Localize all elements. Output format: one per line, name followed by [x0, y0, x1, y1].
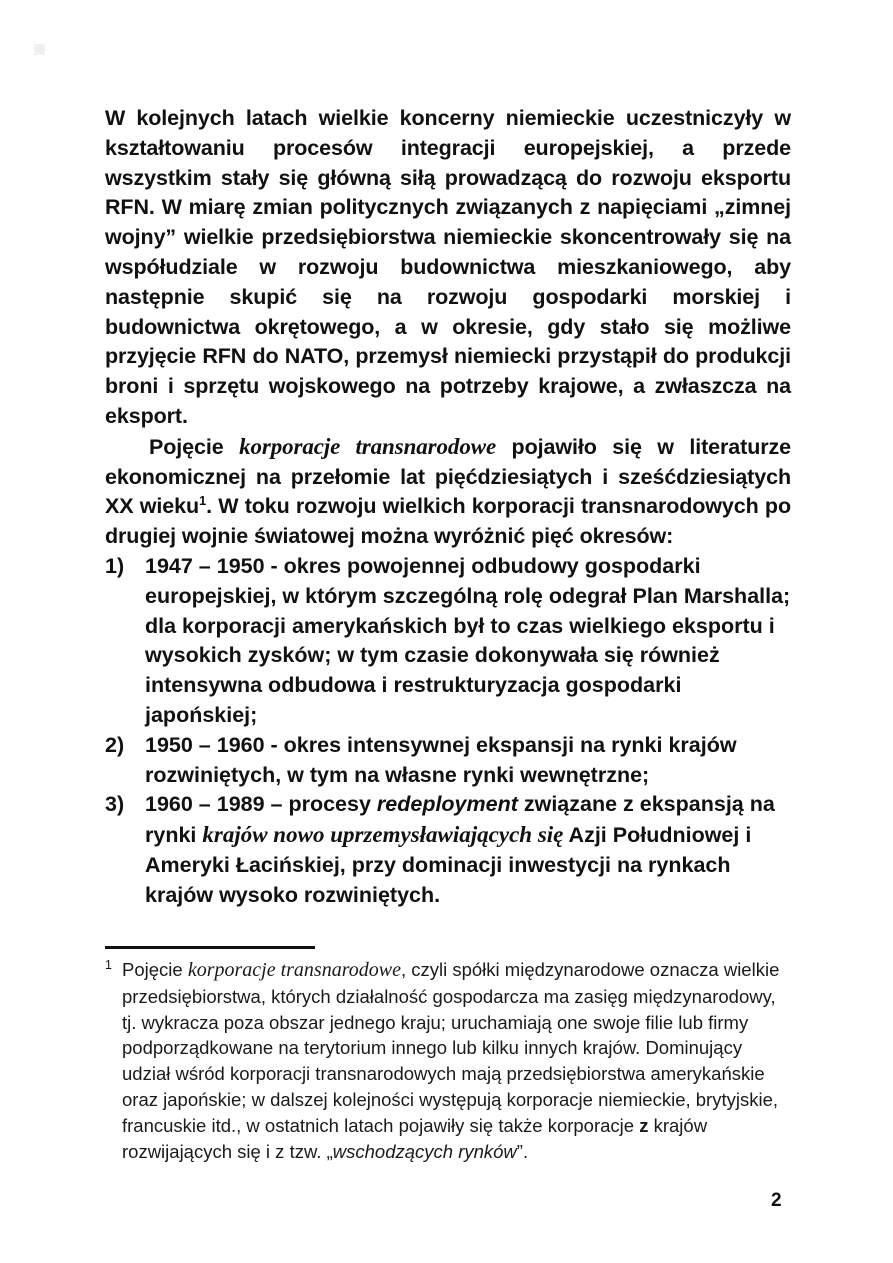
list-item-segment-2: związane z ekspansją na rynki: [145, 792, 775, 848]
footnote-term-korporacje-transnarodowe: korporacje transnarodowe: [187, 959, 401, 981]
footnote-bold-z: z: [639, 1114, 649, 1136]
term-redeployment: redeployment: [376, 792, 518, 817]
paragraph-2-segment-1: Pojęcie: [149, 434, 240, 459]
footnote-segment-3: krajów rozwijających się i z tzw. „: [122, 1114, 708, 1162]
list-item: [105, 790, 791, 910]
scan-artifact: [34, 44, 45, 55]
footnote-separator: [105, 946, 315, 949]
list-item: [105, 552, 791, 731]
footnote-reference-marker: 1: [198, 493, 207, 509]
footnote-block: [105, 957, 795, 1164]
footnote-marker: 1: [105, 958, 112, 972]
body-paragraph-1: W kolejnych latach wielkie koncerny niemieckie uczestniczyły w kształtowaniu procesów integracji europejskiej, a przede wszystkim stały się główną siłą prowadzącą do rozwoju eksportu RFN. W miarę zmian politycznych związanych z napięciami „zimnej wojny” wielkie przedsiębiorstwa niemieckie skoncentrowały się na współudziale w rozwoju budownictwa mieszkaniowego, aby następnie skupić się na rozwoju gospodarki morskiej i budownictwa okrętowego, a w okresie, gdy stało się możliwe przyjęcie RFN do NATO, przemysł niemiecki przystąpił do produkcji broni i sprzętu wojskowego na potrzeby krajowe, a zwłaszcza na eksport.: [105, 106, 791, 428]
footnote-segment-4: ”.: [516, 1140, 529, 1162]
paragraph-2-segment-3: . W toku rozwoju wielkich korporacji transnarodowych po drugiej wojnie światowej można wyróżnić pięć okresów:: [105, 494, 791, 549]
list-item: [105, 731, 791, 791]
paragraph-2-segment-2: pojawiło się w literaturze ekonomicznej na przełomie lat pięćdziesiątych i sześćdziesiątych XX wieku: [105, 434, 792, 519]
footnote-segment-2: , czyli spółki międzynarodowe oznacza wielkie przedsiębiorstwa, których działalność gospodarcza ma zasięg międzynarodowy, tj. wykracza poza obszar jednego kraju; uruchamiają one swoje filie lub firmy podporządkowane na terytorium innego lub kilku innych krajów. Dominujący udział wśród korporacji transnarodowych mają przedsiębiorstwa amerykańskie oraz japońskie; w dalszej kolejności występują korporacje niemieckie, brytyjskie, francuskie itd., w ostatnich latach pojawiły się także korporacje: [122, 959, 780, 1136]
term-korporacje-transnarodowe: korporacje transnarodowe: [239, 433, 497, 459]
term-krajow-nowo-uprzemyslawiajacych-sie: krajów nowo uprzemysławiających się: [202, 822, 564, 848]
list-item-marker: 3): [105, 792, 125, 817]
footnote-term-wschodzacych-rynkow: wschodzących rynków: [332, 1140, 517, 1162]
body-paragraph-2: [105, 432, 791, 552]
list-item-marker: 1): [105, 553, 125, 578]
page-content: [105, 104, 791, 911]
numbered-list: [105, 552, 791, 911]
list-item-segment-1: 1960 – 1989 – procesy: [145, 792, 377, 817]
footnote-text: [105, 957, 795, 1164]
footnote-segment-1: Pojęcie: [122, 959, 188, 980]
list-item-marker: 2): [105, 732, 125, 757]
page-number: 2: [771, 1190, 782, 1211]
list-item-text: 1950 – 1960 - okres intensywnej ekspansji na rynki krajów rozwiniętych, w tym na własne rynki wewnętrzne;: [145, 732, 737, 787]
list-item-segment-3: Azji Południowej i Ameryki Łacińskiej, przy dominacji inwestycji na rynkach krajów wysoko rozwiniętych.: [145, 823, 752, 907]
list-item-text: 1947 – 1950 - okres powojennej odbudowy gospodarki europejskiej, w którym szczególną rolę odegrał Plan Marshalla; dla korporacji amerykańskich był to czas wielkiego eksportu i wysokich zysków; w tym czasie dokonywała się również intensywna odbudowa i restrukturyzacja gospodarki japońskiej;: [145, 553, 791, 727]
